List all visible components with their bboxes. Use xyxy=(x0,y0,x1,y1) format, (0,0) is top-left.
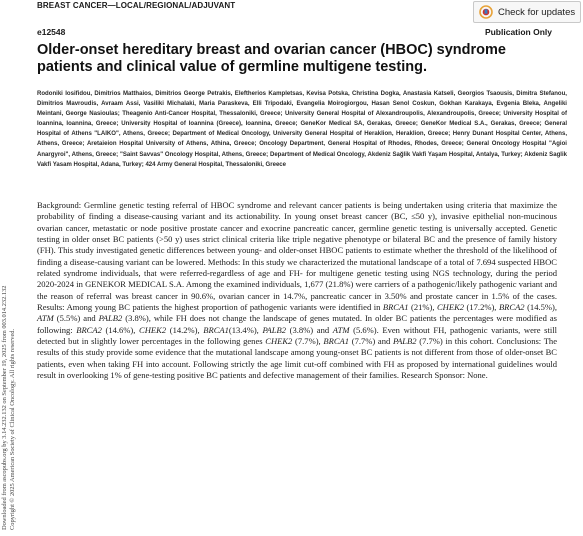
check-updates-icon xyxy=(479,5,493,19)
gene-name: PALB2 xyxy=(262,324,287,335)
download-notice: Downloaded from ascopubs.org by 3.14.232.132 on September 19, 2025 from 003.014.232.132 xyxy=(1,285,8,530)
article-title: Older-onset hereditary breast and ovarian cancer (HBOC) syndrome patients and clinical value of germline multigene testing. xyxy=(37,42,506,75)
gene-name: ATM xyxy=(37,313,54,324)
gene-name: PALB2 xyxy=(98,313,123,324)
authors-affiliations: Rodoniki Iosifidou, Dimitrios Matthaios, Dimitrios George Petrakis, Eleftherios Kampletsas, Kevisa Potska, Christina Dogka, Anastasia Katseli, Georgios Tsaousis, Dimitra Stefanou, Dimitrios Mavroudis, Avraam Assi, Vasiliki Michalaki, Maria Paraskeva, Elli Tripodaki, Evangelia Moirogiorgou, Hasan Senol Coskun, Gokhan Karakaya, Evgenia Bleka, Angeliki Meintani, George Nasioulas; Theagenio Anti-Cancer Hospital, Thessaloniki, Greece; University General Hospital of Alexandroupolis, Alexandroupolis, Greece; University Hospital of Ioannina, Ioannina, Greece; University Hospital of Ioannina (Greece), Ioannina, Greece; GeneKor Medical SA, Gerakas, Greece; GeneKor Medical S.A., Gerakas, Greece; General Hospital of Athens "LAIKO", Athens, Greece; Department of Medical Oncology, University General Hospital of Heraklion, Heraklion, Greece; Henry Dunant Hospital Center, Athens, Athens, Greece; Aretaieion Hospital University of Athens, Athina, Greece; Oncology Department, General Hospital of Rhodes, Rhodes, Greece; General Oncology Hospital "Agioi Anargyroi", Athens, Greece; "Saint Savvas" Oncology Hospital, Athens, Greece; Department of Medical Oncology, Akdeniz Sağlik Vakfi Yaşam Hospital, Antalya, Turkey; Akdeniz Saglik Vakfi Yasam Hospital, Adana, Turkey; 424 Army General Hospital, Thessaloniki, Greece xyxy=(37,91,567,168)
gene-name: PALB2 xyxy=(392,336,417,347)
gene-name: BRCA2 xyxy=(498,302,525,313)
download-sidebar xyxy=(1,212,21,532)
check-for-updates-button[interactable] xyxy=(473,1,581,23)
publication-status: Publication Only xyxy=(484,27,552,37)
gene-name: BRCA2 xyxy=(76,324,102,335)
abstract-body: Background: Germline genetic testing referral of HBOC syndrome and relevant cancer patients is being undertaken using criteria that maximize the probability of finding a disease-causing variant and its actionability. In young onset breast cancer (BC, ≤50 y), invasive epithelial non-mucinous ovarian cancer, metastatic or node positive prostate cancer and exocrine pancreatic cancer, germline genetic testing is universally accepted. Genetic testing in older onset BC patients (>50 y) uses strict clinical criteria like triple negative phenotype or bilateral BC and the presence of family history (FH). This study investigated genetic differences between young- and older-onset HBOC patients to estimate whether the threshold of the likelihood of finding a disease-causing variant can be lowered. Methods: In this study we characterized the mutational landscape of a total of 7.694 suspected HBOC related syndrome individuals, that were referred-regardless of age and FH- for multigene genetic testing using NGS technology, during the period 2020-2024 in GENEKOR MEDICAL S.A. Among the examined individuals, 1,677 (21.8%) were carriers of a pathogenic/likely pathogenic variant and the reason of referral was breast cancer in 90.6%, ovarian cancer in 14.7%, pancreatic cancer in 3.50% and prostate cancer in 1.5% of the cases. Results: Among young BC patients the highest proportion of pathogenic variants were identified in BRCA1 (21%), CHEK2 (17.2%), BRCA2 (14.5%), ATM (5.5%) and PALB2 (3.8%), while FH does not change the landscape of genes mutated. In older BC patients the percentages were modified as following: BRCA2 (14.6%), CHEK2 (14.2%), BRCA1(13.4%), PALB2 (3.8%) and ATM (5.6%). Even without FH, pathogenic variants, were still detected but in slightly lower percentages in the following genes CHEK2 (7.7%), BRCA1 (7.7%) and PALB2 (7.7%) in this cohort. Conclusions: The results of this study provide some evidence that the mutational landscape among young-onset BC patients is not different from those of older-onset BC patients, even when taking FH into account. Following strictly the age limit cut-off combined with FH as proposed by international guidelines would result in overlooking 1% of gene-testing positive BC patients and defective management of their families. Research Sponsor: None. xyxy=(37,200,557,381)
gene-name: CHEK2 xyxy=(139,324,167,335)
gene-name: BRCA1 xyxy=(323,336,350,347)
gene-name: BRCA1 xyxy=(382,302,409,313)
abstract-number: e12548 xyxy=(37,27,66,37)
gene-name: ATM xyxy=(332,324,350,335)
section-header: BREAST CANCER—LOCAL/REGIONAL/ADJUVANT xyxy=(37,1,236,10)
check-updates-label: Check for updates xyxy=(498,6,576,18)
gene-name: CHEK2 xyxy=(265,336,293,347)
copyright-notice: Copyright © 2025 American Society of Clinical Oncology. All rights reserved. xyxy=(9,328,16,530)
gene-name: BRCA1 xyxy=(203,324,229,335)
gene-name: CHEK2 xyxy=(436,302,465,313)
